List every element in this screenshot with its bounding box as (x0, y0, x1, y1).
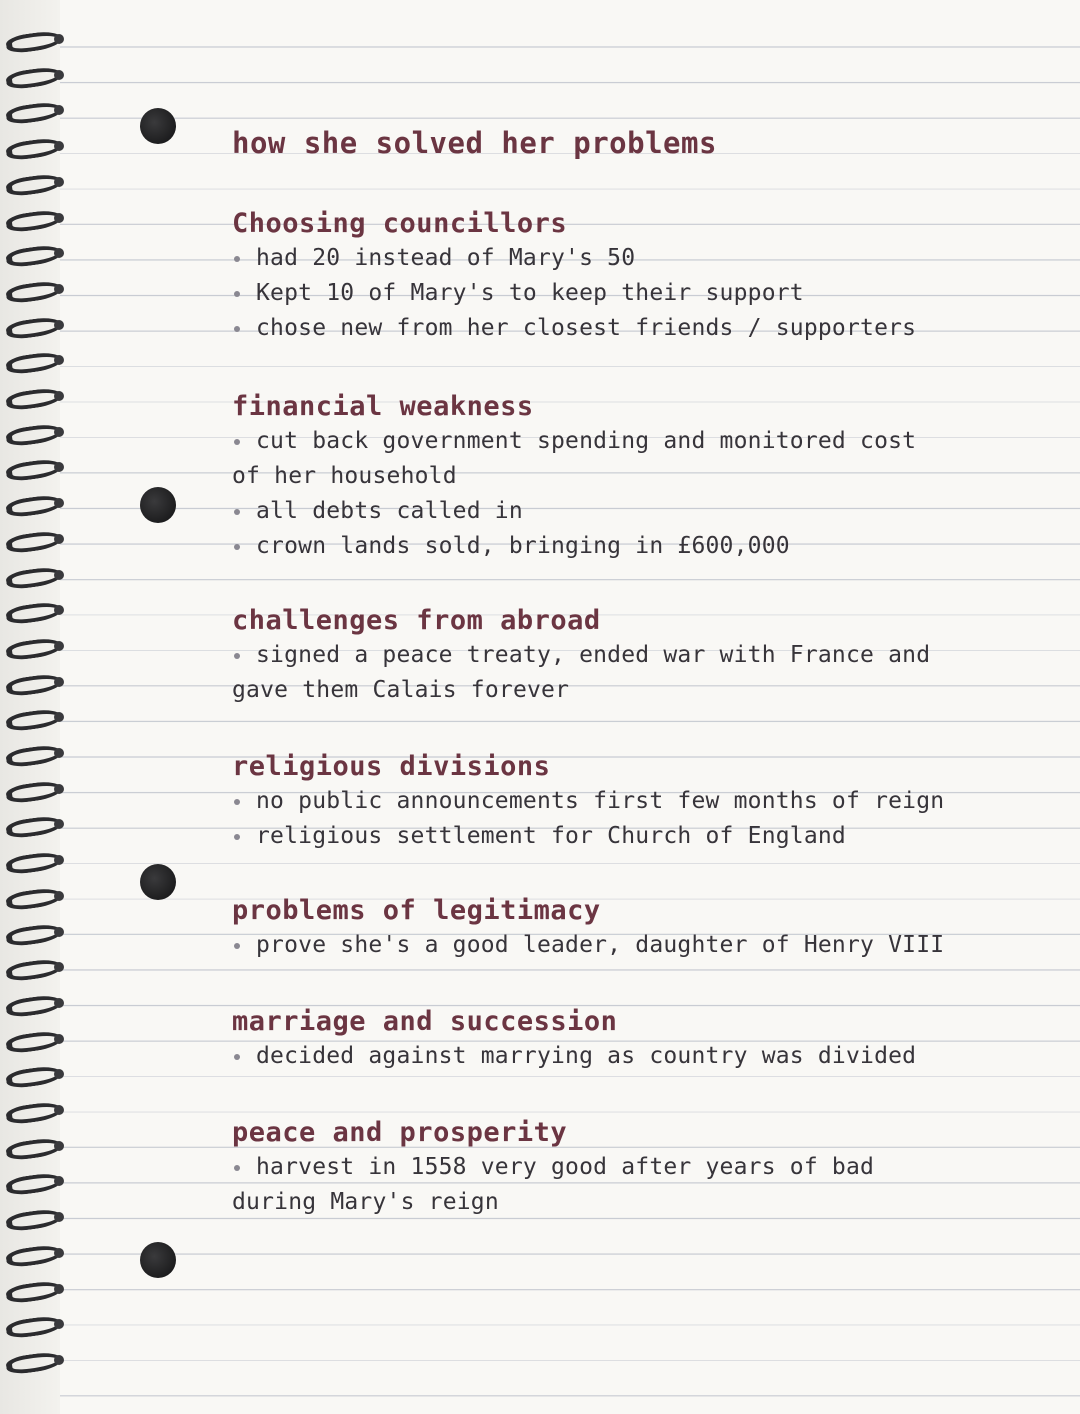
coil-wire (5, 1172, 63, 1198)
coil-hole (54, 784, 64, 794)
spiral-coil (2, 458, 64, 476)
note-line: crown lands sold, bringing in £600,000 (232, 529, 1032, 564)
spiral-coil (2, 66, 64, 84)
note-line: religious settlement for Church of England (232, 819, 1032, 854)
note-line: decided against marrying as country was divided (232, 1039, 1032, 1074)
spiral-coil (2, 387, 64, 405)
spiral-coil (2, 780, 64, 798)
note-line: harvest in 1558 very good after years of bad (232, 1150, 1032, 1185)
coil-hole (54, 1355, 64, 1365)
punch-hole (140, 487, 176, 523)
spiral-coil (2, 958, 64, 976)
coil-hole (54, 677, 64, 687)
coil-hole (54, 1212, 64, 1222)
coil-hole (54, 891, 64, 901)
spiral-coil (2, 1065, 64, 1083)
note-line: signed a peace treaty, ended war with France and (232, 638, 1032, 673)
coil-hole (54, 248, 64, 258)
spiral-coil (2, 1280, 64, 1298)
spiral-coil (2, 673, 64, 691)
section-heading: challenges from abroad (232, 605, 601, 636)
section-heading: religious divisions (232, 751, 551, 782)
coil-wire (5, 815, 63, 841)
coil-hole (54, 320, 64, 330)
note-line: chose new from her closest friends / supporters (232, 311, 1032, 346)
section-peace-prosperity (232, 1115, 1032, 1220)
spiral-coil (2, 566, 64, 584)
section-problems-legitimacy (232, 893, 1032, 963)
spiral-coil (2, 351, 64, 369)
spiral-coil (2, 1172, 64, 1190)
spiral-coil (2, 601, 64, 619)
coil-hole (54, 1034, 64, 1044)
spiral-coil (2, 815, 64, 833)
bullet-icon (234, 291, 240, 297)
spiral-coil (2, 101, 64, 119)
bullet-icon (234, 509, 240, 515)
bullet-icon (234, 1165, 240, 1171)
spiral-coil (2, 423, 64, 441)
spiral-coil (2, 637, 64, 655)
note-line: all debts called in (232, 494, 1032, 529)
coil-hole (54, 641, 64, 651)
punch-hole (140, 1242, 176, 1278)
coil-hole (54, 177, 64, 187)
spiral-coil (2, 851, 64, 869)
coil-hole (54, 355, 64, 365)
coil-hole (54, 141, 64, 151)
section-marriage-succession (232, 1004, 1032, 1074)
bullet-icon (234, 834, 240, 840)
coil-hole (54, 998, 64, 1008)
coil-hole (54, 1248, 64, 1258)
note-line: had 20 instead of Mary's 50 (232, 241, 1032, 276)
spiral-coil (2, 137, 64, 155)
spiral-coil (2, 209, 64, 227)
section-challenges-abroad (232, 603, 1032, 708)
spiral-coil (2, 1137, 64, 1155)
note-line: of her household (232, 463, 457, 489)
bullet-icon (234, 544, 240, 550)
spiral-coil (2, 280, 64, 298)
coil-hole (54, 712, 64, 722)
coil-hole (54, 1141, 64, 1151)
coil-hole (54, 570, 64, 580)
spiral-coil (2, 173, 64, 191)
spiral-coil (2, 744, 64, 762)
note-line: gave them Calais forever (232, 677, 570, 703)
note-line: during Mary's reign (232, 1189, 499, 1215)
coil-hole (54, 213, 64, 223)
coil-hole (54, 1284, 64, 1294)
section-heading: Choosing councillors (232, 208, 568, 239)
spiral-coil (2, 494, 64, 512)
punch-hole (140, 108, 176, 144)
section-heading: marriage and succession (232, 1006, 618, 1037)
coil-hole (54, 1319, 64, 1329)
section-heading: peace and prosperity (232, 1117, 568, 1148)
page-title: how she solved her problems (232, 126, 717, 160)
coil-wire (5, 458, 63, 484)
coil-hole (54, 34, 64, 44)
punch-hole (140, 864, 176, 900)
bullet-icon (234, 1054, 240, 1060)
spiral-coil (2, 1101, 64, 1119)
coil-hole (54, 462, 64, 472)
coil-hole (54, 748, 64, 758)
bullet-icon (234, 799, 240, 805)
bullet-icon (234, 653, 240, 659)
bullet-icon (234, 439, 240, 445)
coil-hole (54, 1105, 64, 1115)
coil-hole (54, 855, 64, 865)
spiral-coil (2, 1351, 64, 1369)
spiral-coil (2, 1315, 64, 1333)
section-heading: problems of legitimacy (232, 895, 601, 926)
coil-wire (5, 101, 63, 127)
note-line: no public announcements first few months of reign (232, 784, 1032, 819)
section-financial-weakness (232, 389, 1032, 564)
spiral-coil (2, 530, 64, 548)
coil-hole (54, 105, 64, 115)
note-line: cut back government spending and monitored cost (232, 424, 1032, 459)
spiral-coil (2, 887, 64, 905)
coil-hole (54, 427, 64, 437)
section-heading: financial weakness (232, 391, 534, 422)
note-line: prove she's a good leader, daughter of Henry VIII (232, 928, 1032, 963)
coil-hole (54, 534, 64, 544)
coil-hole (54, 819, 64, 829)
coil-hole (54, 962, 64, 972)
section-religious-divisions (232, 749, 1032, 854)
coil-hole (54, 70, 64, 80)
coil-hole (54, 391, 64, 401)
spiral-coil (2, 994, 64, 1012)
spiral-coil (2, 316, 64, 334)
coil-hole (54, 605, 64, 615)
spiral-coil (2, 244, 64, 262)
bullet-icon (234, 943, 240, 949)
coil-hole (54, 1176, 64, 1186)
spiral-coil (2, 30, 64, 48)
bullet-icon (234, 256, 240, 262)
coil-hole (54, 927, 64, 937)
section-choosing-councillors (232, 206, 1032, 346)
spiral-coil (2, 708, 64, 726)
spiral-coil (2, 1244, 64, 1262)
note-line: Kept 10 of Mary's to keep their support (232, 276, 1032, 311)
spiral-coil (2, 1208, 64, 1226)
bullet-icon (234, 326, 240, 332)
spiral-coil (2, 1030, 64, 1048)
notes-content (232, 126, 1032, 1220)
spiral-binding (2, 30, 66, 1390)
coil-hole (54, 498, 64, 508)
coil-hole (54, 284, 64, 294)
spiral-coil (2, 923, 64, 941)
coil-hole (54, 1069, 64, 1079)
